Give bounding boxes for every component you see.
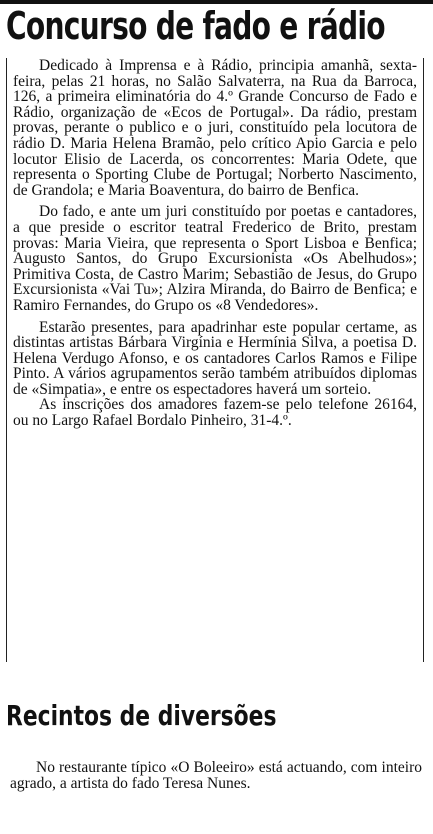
second-article-body — [6, 760, 426, 791]
article-paragraph-4: As inscrições dos amadores fazem-se pelo telefone 26164, ou no Largo Rafael Bordalo Pinheiro, 31-4.º. — [13, 396, 417, 430]
article-paragraph-2: Do fado, e ante um juri constituído por poetas e cantadores, a que preside o escritor teatral Frederico de Brito, prestam provas: Maria Vieira, que representa o Sport Lisboa e Benfica; Augusto Santos, do Grupo Excursionista «Os Abelhudos»; Primitiva Costa, de Castro Marim; Sebastião de Jesus, do Grupo Excursionista «Vai Tu»; Alzira Miranda, do Bairro de Benfica; e Ramiro Fernandes, do Grupo os «8 Vendedores». — [13, 203, 417, 314]
second-article-paragraph: No restaurante típico «O Boleeiro» está actuando, com inteiro agrado, a artista do fado Teresa Nunes. — [10, 759, 422, 792]
article-body — [7, 58, 423, 429]
article-body-box — [6, 58, 424, 662]
article-headline: Concurso de fado e rádio — [6, 4, 385, 48]
article-paragraph-3: Estarão presentes, para apadrinhar este popular certame, as distintas artistas Bárbara Virgínia e Hermínia Silva, a poetisa D. Helena Verdugo Afonso, e os cantadores Carlos Ramos e Filipe Pinto. A vários agrupamentos serão também atribuídos diplomas de «Simpatia», e entre os espectadores haverá um sorteio. — [13, 318, 417, 398]
second-article-headline: Recintos de diversões — [6, 699, 277, 732]
second-article-body-wrap — [6, 760, 426, 797]
article-paragraph-1: Dedicado à Imprensa e à Rádio, principia amanhã, sexta-feira, pelas 21 horas, no Salão Salvaterra, na Rua da Barroca, 126, a primeira eliminatória do 4.º Grande Concurso de Fado e Rádio, organização de «Ecos de Portugal». Da rádio, prestam provas, perante o publico e o juri, constituído pela locutora de rádio D. Maria Helena Bramão, pelo crítico Apio Garcia e pelo locutor Elisio de Lacerda, os concorrentes: Maria Odete, que representa o Sporting Clube de Portugal; Norberto Nascimento, de Grandola; e Maria Boaventura, do bairro de Benfica. — [13, 57, 417, 199]
